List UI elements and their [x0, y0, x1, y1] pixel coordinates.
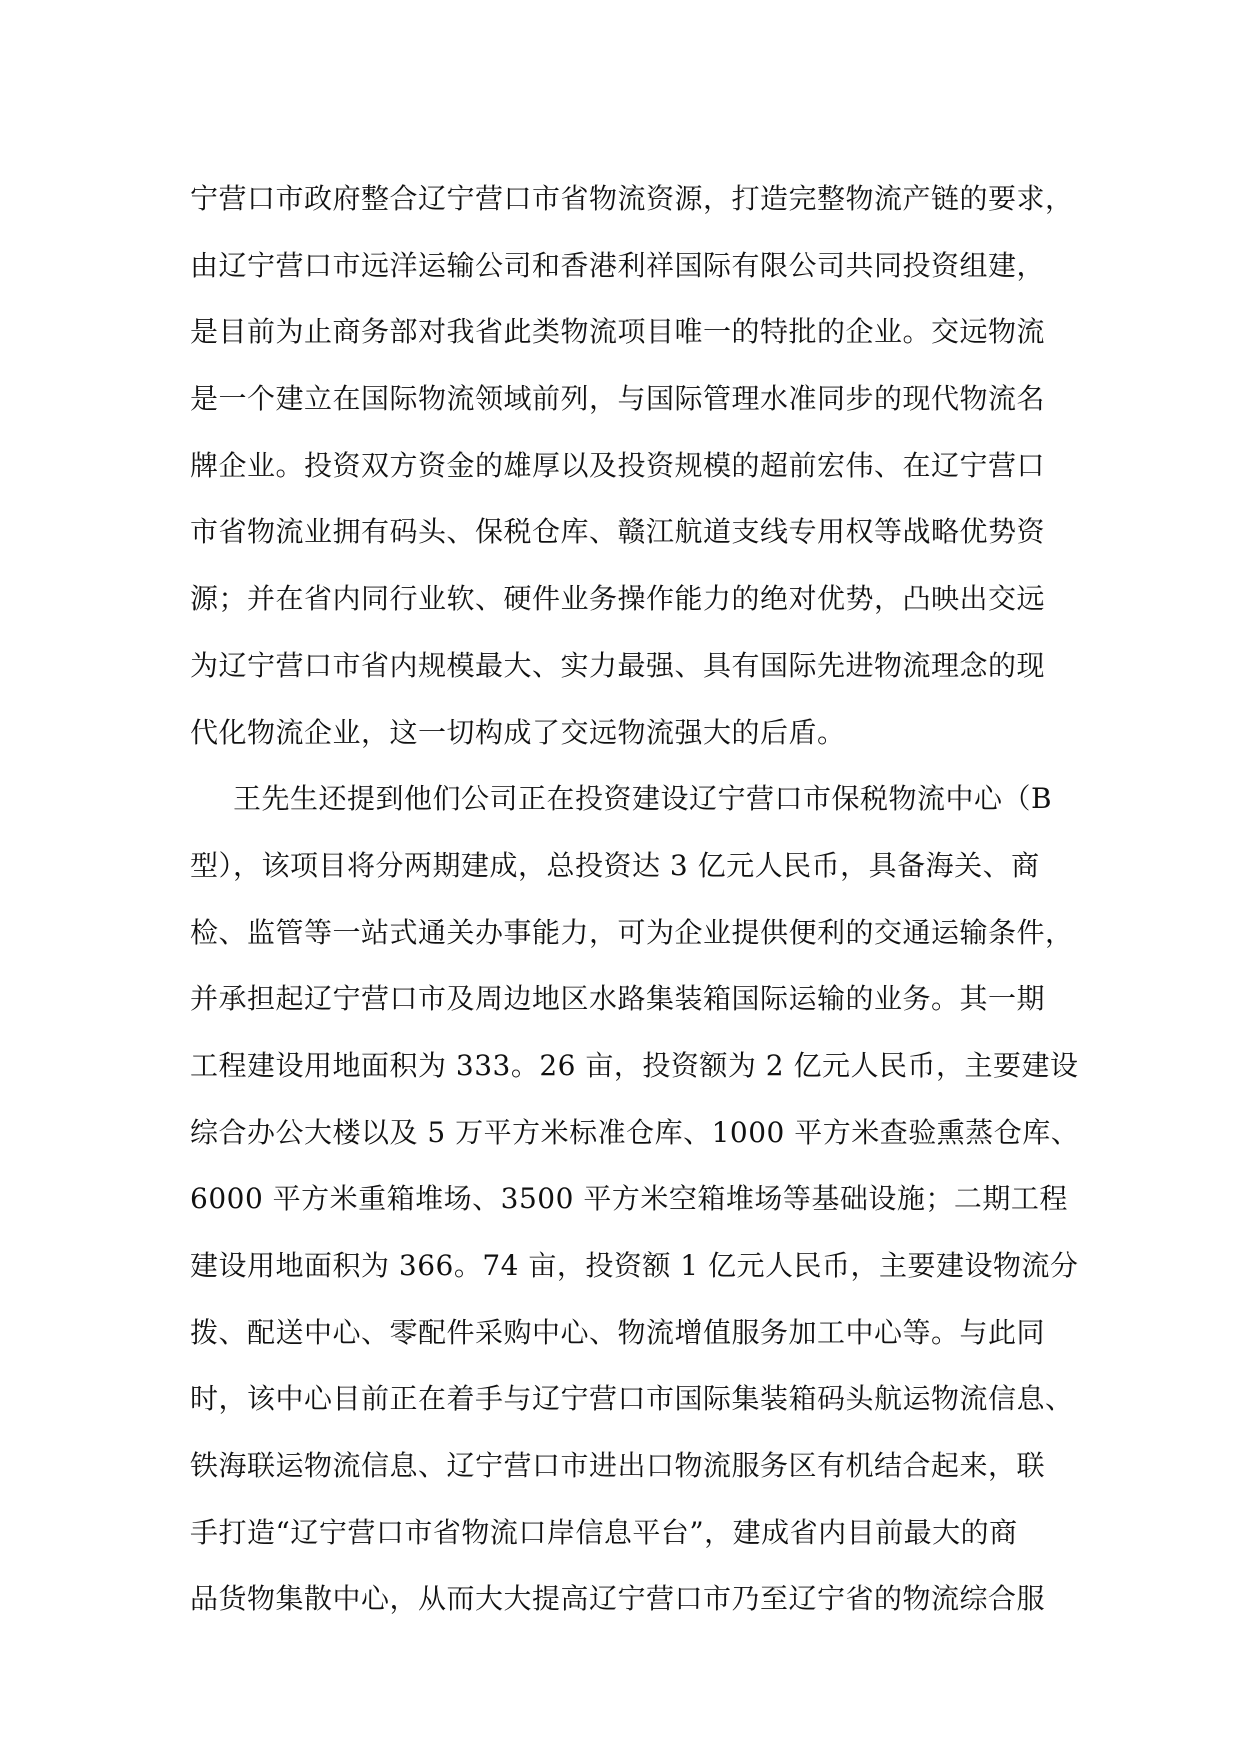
text-line: 市省物流业拥有码头、保税仓库、赣江航道支线专用权等战略优势资 [190, 515, 1046, 549]
text-line: 品货物集散中心，从而大大提高辽宁营口市乃至辽宁省的物流综合服 [190, 1582, 1046, 1616]
text-line: 代化物流企业，这一切构成了交远物流强大的后盾。 [190, 715, 846, 749]
text-line: 是目前为止商务部对我省此类物流项目唯一的特批的企业。交远物流 [190, 315, 1046, 349]
body-text [190, 166, 1080, 1633]
text-line: 检、监管等一站式通关办事能力，可为企业提供便利的交通运输条件， [190, 915, 1074, 949]
text-line: 型），该项目将分两期建成，总投资达 3 亿元人民币，具备海关、商 [190, 848, 1040, 882]
text-line: 由辽宁营口市远洋运输公司和香港利祥国际有限公司共同投资组建， [190, 248, 1046, 282]
text-line: 牌企业。投资双方资金的雄厚以及投资规模的超前宏伟、在辽宁营口 [190, 448, 1046, 482]
text-line-indented: 王先生还提到他们公司正在投资建设辽宁营口市保税物流中心（B [233, 782, 1053, 816]
text-line: 为辽宁营口市省内规模最大、实力最强、具有国际先进物流理念的现 [190, 648, 1046, 682]
text-line: 工程建设用地面积为 333。26 亩，投资额为 2 亿元人民币，主要建设 [190, 1048, 1079, 1082]
text-line: 手打造“辽宁营口市省物流口岸信息平台”，建成省内目前最大的商 [190, 1515, 1018, 1549]
text-line: 综合办公大楼以及 5 万平方米标准仓库、1000 平方米查验熏蒸仓库、 [190, 1115, 1080, 1149]
text-line: 宁营口市政府整合辽宁营口市省物流资源，打造完整物流产链的要求， [190, 182, 1074, 215]
text-line: 铁海联运物流信息、辽宁营口市进出口物流服务区有机结合起来，联 [190, 1449, 1046, 1483]
text-line: 拨、配送中心、零配件采购中心、物流增值服务加工中心等。与此同 [190, 1315, 1046, 1349]
text-line: 源；并在省内同行业软、硬件业务操作能力的绝对优势，凸映出交远 [190, 582, 1046, 616]
text-line: 是一个建立在国际物流领域前列，与国际管理水准同步的现代物流名 [190, 382, 1046, 416]
text-line: 建设用地面积为 366。74 亩，投资额 1 亿元人民币，主要建设物流分 [190, 1249, 1079, 1282]
text-line: 6000 平方米重箱堆场、3500 平方米空箱堆场等基础设施；二期工程 [190, 1182, 1068, 1216]
text-line: 并承担起辽宁营口市及周边地区水路集装箱国际运输的业务。其一期 [190, 982, 1046, 1016]
text-line: 时，该中心目前正在着手与辽宁营口市国际集装箱码头航运物流信息、 [190, 1382, 1074, 1416]
